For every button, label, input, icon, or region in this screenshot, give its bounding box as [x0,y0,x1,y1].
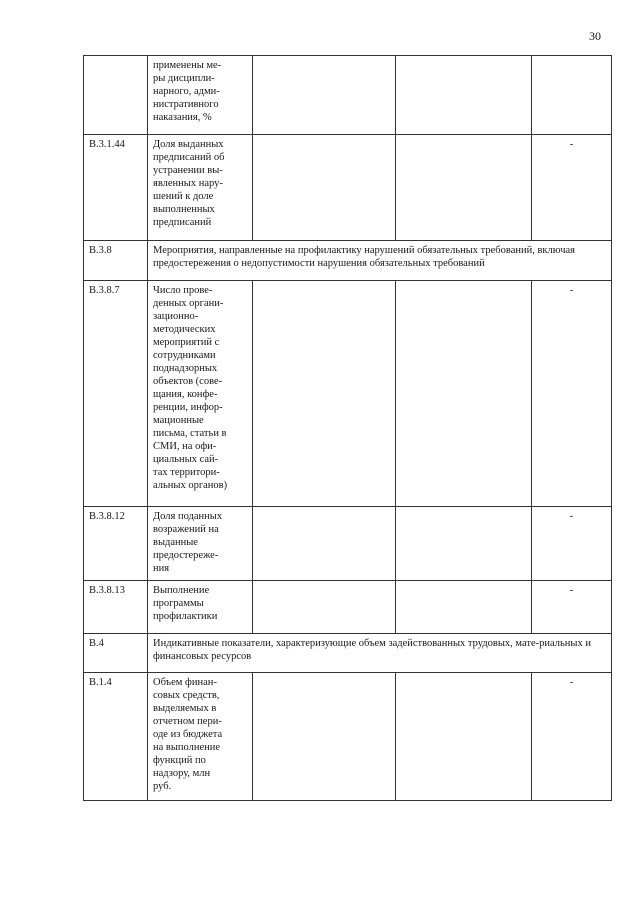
row-code: В.3.1.44 [84,135,148,241]
empty-cell [396,56,532,135]
empty-cell [253,281,396,507]
empty-cell [396,281,532,507]
table-row [84,135,612,241]
section-code: В.4 [84,634,148,673]
table-row [84,581,612,634]
row-name: Выполнение программы профилактики [148,581,253,634]
row-mark: - [532,581,612,634]
row-code [84,56,148,135]
empty-cell [253,56,396,135]
section-code: В.3.8 [84,241,148,281]
table-row [84,56,612,135]
row-code: В.1.4 [84,673,148,801]
row-mark: - [532,135,612,241]
section-row [84,241,612,281]
section-title: Мероприятия, направленные на профилактику нарушений обязательных требований, включая предостережения о недопустимости нарушения обязательных требований [148,241,612,281]
row-name: Доля выданных предписаний об устранении вы- явленных нару- шений к доле выполненных предписаний [148,135,253,241]
row-code: В.3.8.12 [84,507,148,581]
table-row [84,673,612,801]
row-mark: - [532,673,612,801]
section-title: Индикативные показатели, характеризующие объем задействованных трудовых, мате-риальных и финансовых ресурсов [148,634,612,673]
page-number: 30 [589,29,601,43]
row-code: В.3.8.13 [84,581,148,634]
row-name: применены ме- ры дисципли- нарного, адми- нистративного наказания, % [148,56,253,135]
row-name: Число прове- денных органи- зационно- методических мероприятий с сотрудниками поднадзорных объектов (сове- щания, конфе- ренции, инфор- мационные письма, статьи в СМИ, на офи- циальных сай- тах территори- альных органов) [148,281,253,507]
empty-cell [253,581,396,634]
row-mark: - [532,281,612,507]
empty-cell [253,135,396,241]
table-row [84,281,612,507]
row-mark [532,56,612,135]
table-row [84,507,612,581]
row-code: В.3.8.7 [84,281,148,507]
row-name: Объем финан- совых средств, выделяемых в отчетном пери- оде из бюджета на выполнение функций по надзору, млн руб. [148,673,253,801]
empty-cell [253,507,396,581]
empty-cell [253,673,396,801]
row-name: Доля поданных возражений на выданные предостереже- ния [148,507,253,581]
empty-cell [396,581,532,634]
row-mark: - [532,507,612,581]
indicator-table [83,55,612,801]
empty-cell [396,673,532,801]
section-row [84,634,612,673]
empty-cell [396,135,532,241]
empty-cell [396,507,532,581]
